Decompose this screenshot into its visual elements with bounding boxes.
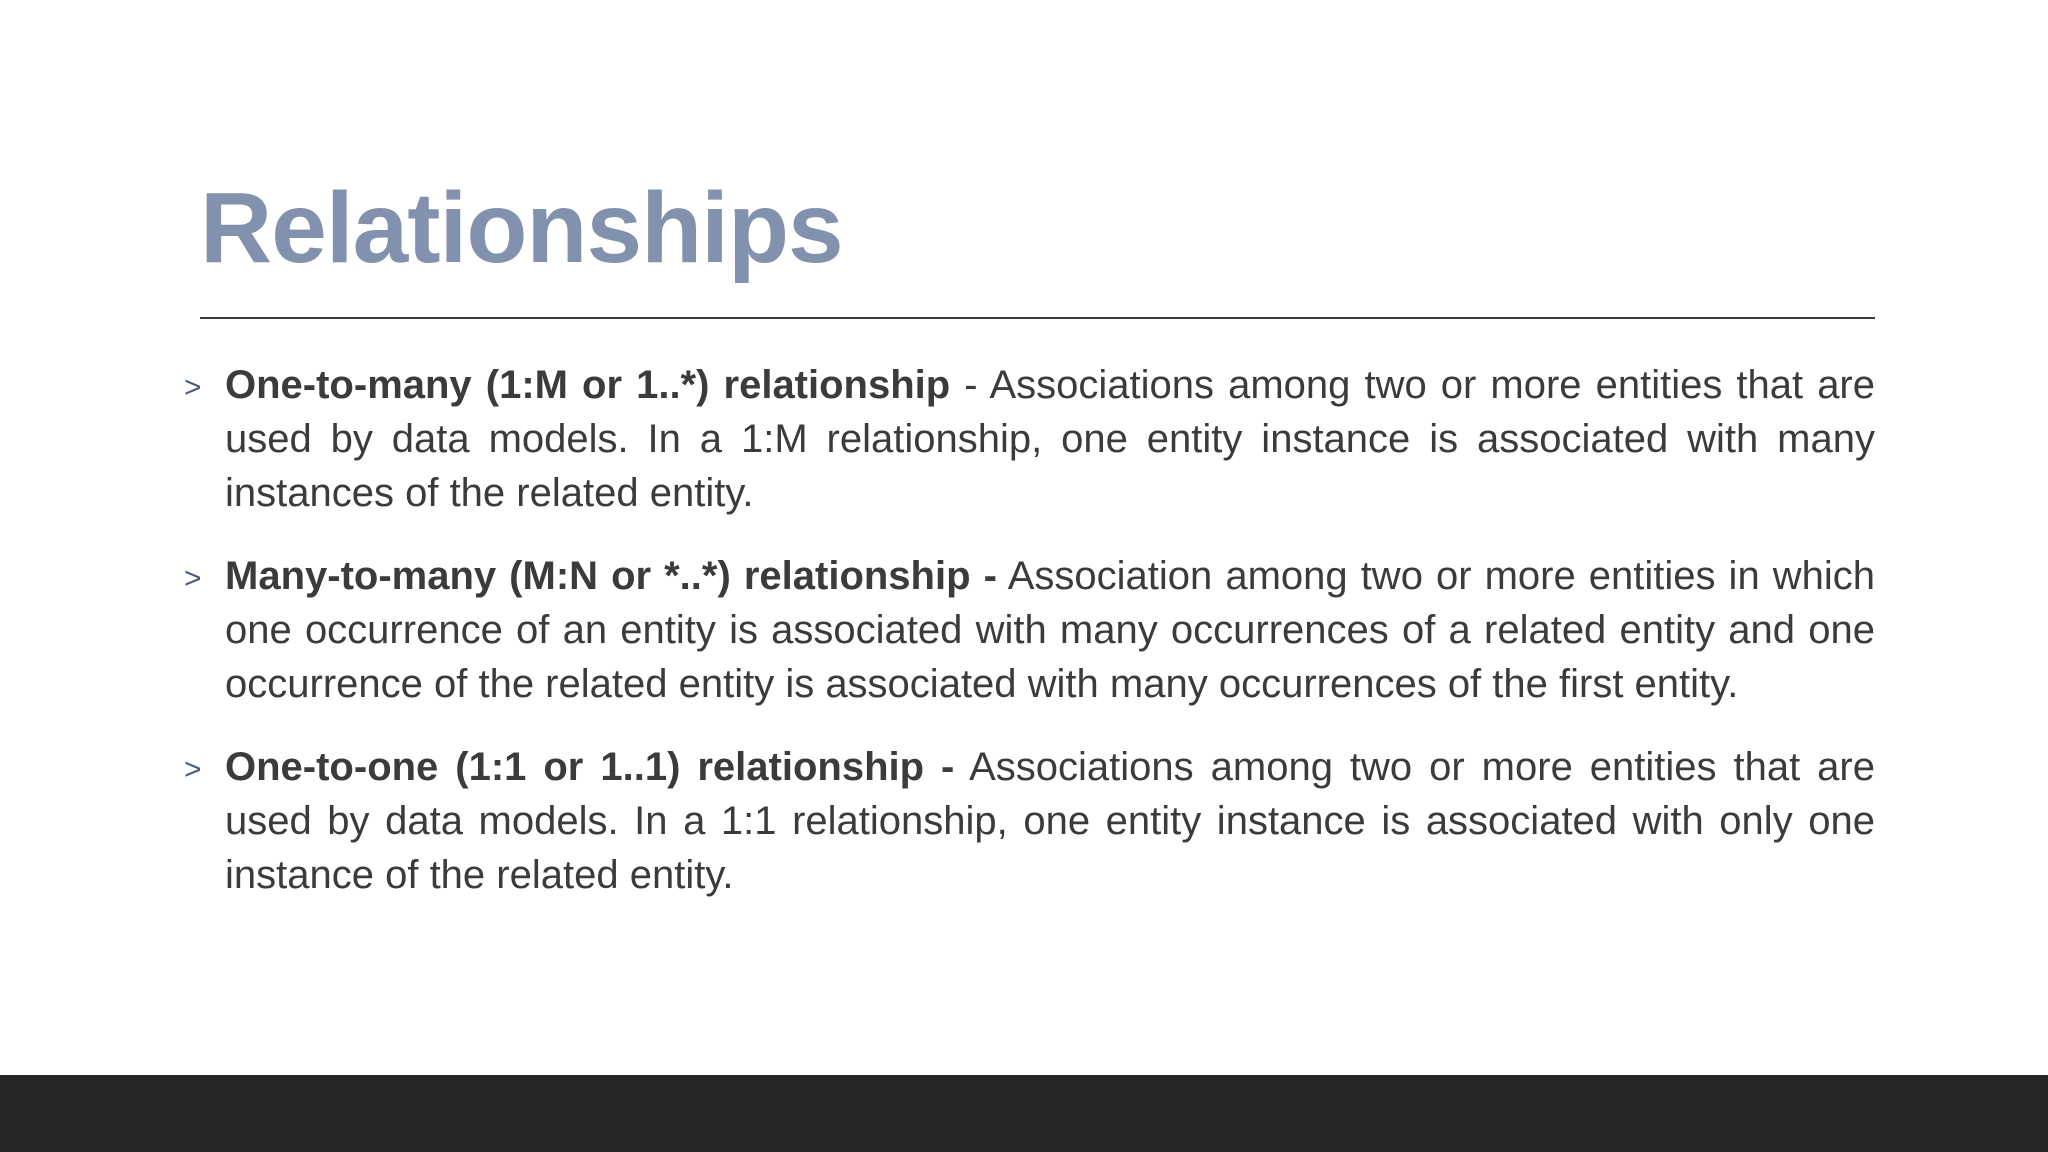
bullet-one-to-one [184,740,1875,902]
bullet-list [184,358,1875,931]
bullet-many-to-many [184,549,1875,711]
bullet-term: Many-to-many (M:N or *..*) relationship - [225,554,997,598]
bullet-one-to-many [184,358,1875,520]
bullet-description: Associations among two or more entities that are used by data models. In a 1:1 relationship, one entity instance is associated with only one instance of the related entity. [225,745,1875,897]
chevron-right-icon: > [184,371,202,404]
slide-title: Relationships [200,172,843,284]
chevron-right-icon: > [184,753,202,786]
bullet-term: One-to-one (1:1 or 1..1) relationship - [225,745,955,789]
title-divider [200,317,1875,319]
footer-bar [0,1075,2048,1152]
bullet-term: One-to-many (1:M or 1..*) relationship [225,363,951,407]
bullet-description: Association among two or more entities in which one occurrence of an entity is associated with many occurrences of a related entity and one occurrence of the related entity is associated with many occurrences of the first entity. [225,554,1875,706]
bullet-description: - Associations among two or more entities that are used by data models. In a 1:M relationship, one entity instance is associated with many instances of the related entity. [225,363,1875,515]
chevron-right-icon: > [184,562,202,595]
